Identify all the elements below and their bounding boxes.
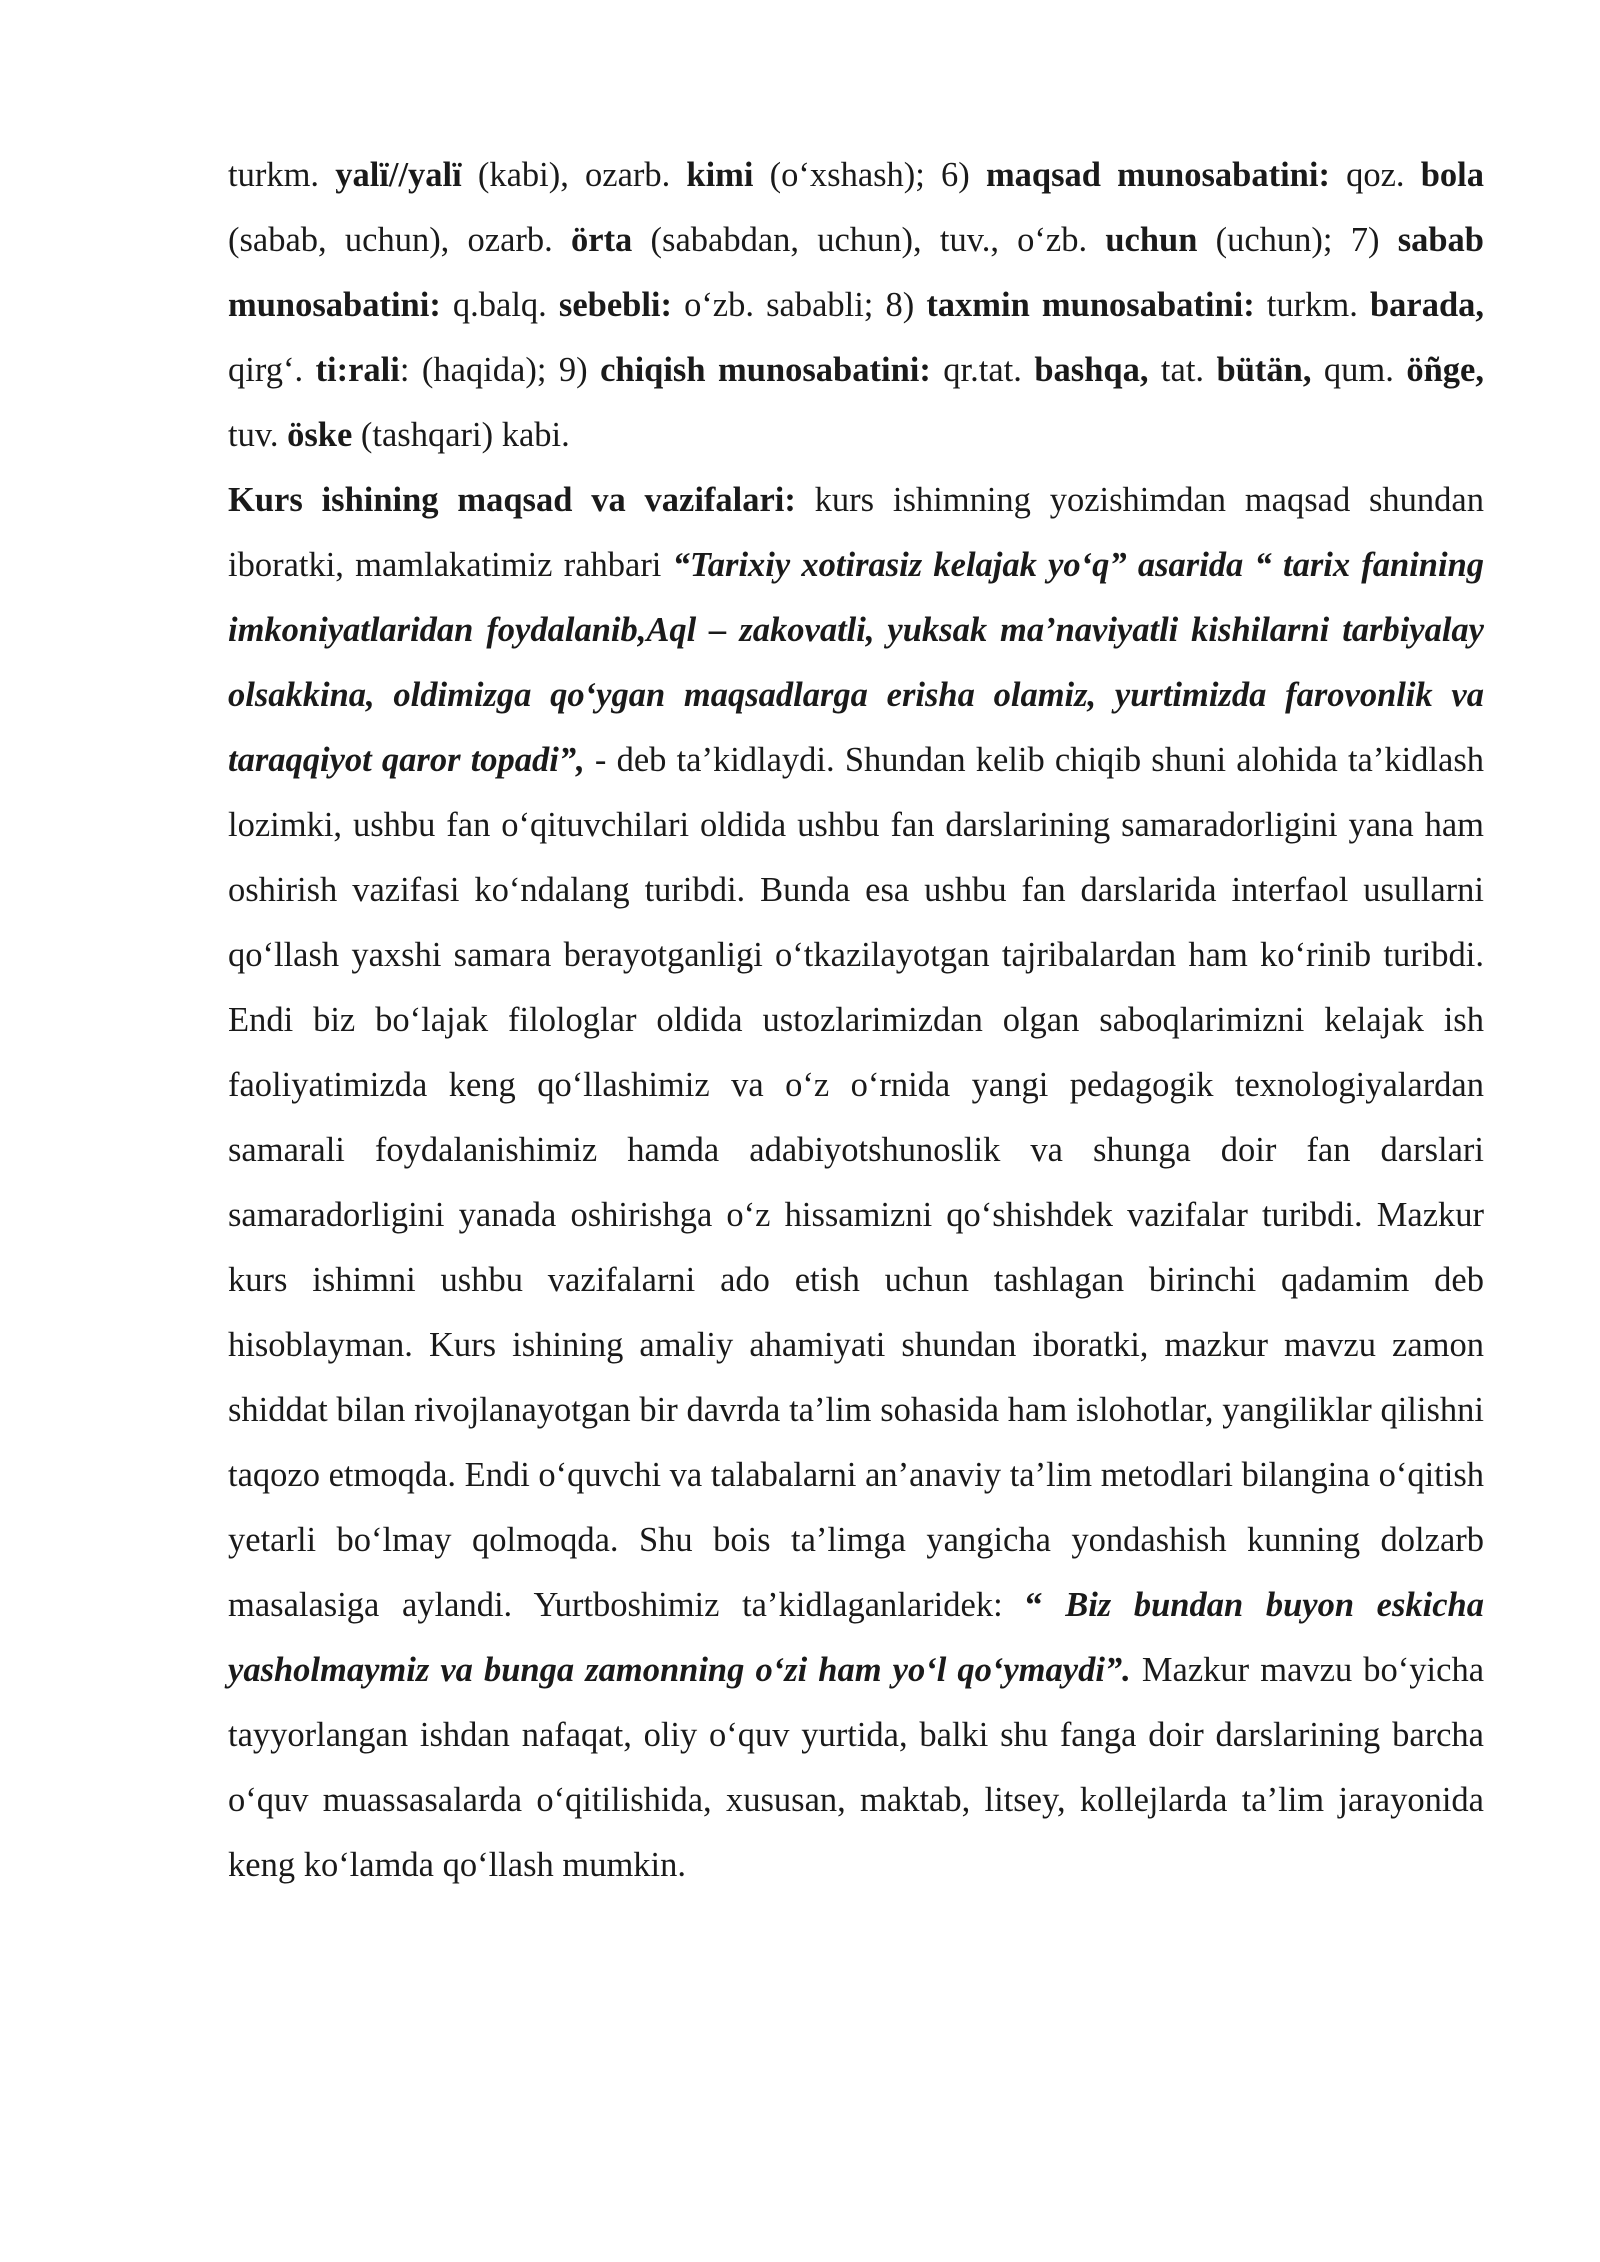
text-run: q.balq. — [440, 286, 559, 324]
bold-text-run: yalï//yalï — [335, 156, 462, 194]
bold-text-run: chiqish munosabatini: — [600, 351, 931, 389]
text-run: (tashqari) kabi. — [352, 416, 570, 454]
text-run: qr.tat. — [930, 351, 1035, 389]
text-run: qoz. — [1329, 156, 1421, 194]
text-run: (sabab, uchun), ozarb. — [228, 221, 571, 259]
paragraph — [228, 143, 1484, 468]
text-run: qirg‘. — [228, 351, 316, 389]
text-run: - deb ta’kidlaydi. Shundan kelib chiqib shuni alohida ta’kidlash lozimki, ushbu fan o‘qituvchilari oldida ushbu fan darslarining samaradorligini yana ham oshirish vazifasi ko‘ndalang turibdi. Bunda esa ushbu fan darslarida interfaol usullarni qo‘llash yaxshi samara berayotganligi o‘tkazilayotgan tajribalardan ham ko‘rinib turibdi. Endi biz bo‘lajak filologlar oldida ustozlarimizdan olgan saboqlarimizni kelajak ish faoliyatimizda keng qo‘llashimiz va o‘z o‘rnida yangi pedagogik texnologiyalardan samarali foydalanishimiz hamda adabiyotshunoslik va shunga doir fan darslari samaradorligini yanada oshirishga o‘z hissamizni qo‘shishdek vazifalar turibdi. Mazkur kurs ishimni ushbu vazifalarni ado etish uchun tashlagan birinchi qadamim deb hisoblayman. Kurs ishining amaliy ahamiyati shundan iboratki, mazkur mavzu zamon shiddat bilan rivojlanayotgan bir davrda ta’lim sohasida ham islohotlar, yangiliklar qilishni taqozo etmoqda. Endi o‘quvchi va talabalarni an’anaviy ta’lim metodlari bilangina o‘qitish yetarli bo‘lmay qolmoqda. Shu bois ta’limga yangicha yondashish kunning dolzarb masalasiga aylandi. Yurtboshimiz ta’kidlaganlaridek: — [228, 741, 1484, 1624]
bold-text-run: barada, — [1369, 286, 1484, 324]
bold-italic-text-run: “Tarixiy xotirasiz kelajak yo‘q” asarida “ tarix fanining imkoniyatlaridan foydalanib,Aql – zakovatli, yuksak ma’naviyatli kishilarni tarbiyalay olsakkina, oldimizga qo‘ygan maqsadlarga erisha olamiz, yurtimizda farovonlik va taraqqiyot qaror topadi”, — [228, 546, 1485, 779]
text-run: tat. — [1148, 351, 1217, 389]
bold-text-run: öske — [287, 416, 353, 454]
paragraph — [228, 468, 1484, 1898]
text-run: : (haqida); 9) — [399, 351, 601, 389]
body-text — [228, 143, 1484, 1898]
bold-text-run: Kurs ishining maqsad va vazifalari: — [228, 481, 796, 519]
text-run: turkm. — [1254, 286, 1370, 324]
bold-text-run: sabab munosabatini: — [228, 221, 1484, 324]
bold-text-run: bütän, — [1216, 351, 1312, 389]
bold-text-run: bola — [1420, 156, 1484, 194]
text-run: (kabi), ozarb. — [461, 156, 687, 194]
bold-text-run: kimi — [686, 156, 754, 194]
bold-text-run: “ — [1025, 1586, 1043, 1624]
text-run: (uchun); 7) — [1197, 221, 1398, 259]
bold-text-run: sebebli: — [558, 286, 672, 324]
text-run: (sababdan, uchun), tuv., o‘zb. — [632, 221, 1106, 259]
bold-text-run: öñge, — [1406, 351, 1484, 389]
text-run: o‘zb. sababli; 8) — [671, 286, 927, 324]
text-run: tuv. — [228, 416, 288, 454]
bold-text-run: maqsad munosabatini: — [985, 156, 1330, 194]
text-run: Mazkur mavzu bo‘yicha tayyorlangan ishdan nafaqat, oliy o‘quv yurtida, balki shu fanga doir darslarining barcha o‘quv muassasalarda o‘qitilishida, xususan, maktab, litsey, kollejlarda ta’lim jarayonida keng ko‘lamda qo‘llash mumkin. — [228, 1651, 1485, 1884]
text-run: turkm. — [228, 156, 336, 194]
bold-text-run: ti:rali — [315, 351, 400, 389]
bold-italic-text-run: Biz bundan buyon eskicha yasholmaymiz va bunga zamonning o‘zi ham yo‘l qo‘ymaydi”. — [228, 1586, 1484, 1689]
text-run: (o‘xshash); 6) — [753, 156, 986, 194]
bold-text-run: örta — [571, 221, 633, 259]
bold-text-run: bashqa, — [1034, 351, 1149, 389]
text-run — [1043, 1586, 1066, 1624]
text-run: qum. — [1311, 351, 1407, 389]
bold-text-run: uchun — [1105, 221, 1198, 259]
bold-text-run: taxmin munosabatini: — [926, 286, 1255, 324]
text-run: kurs ishimning yozishimdan maqsad shundan iboratki, mamlakatimiz rahbari — [228, 481, 1484, 584]
